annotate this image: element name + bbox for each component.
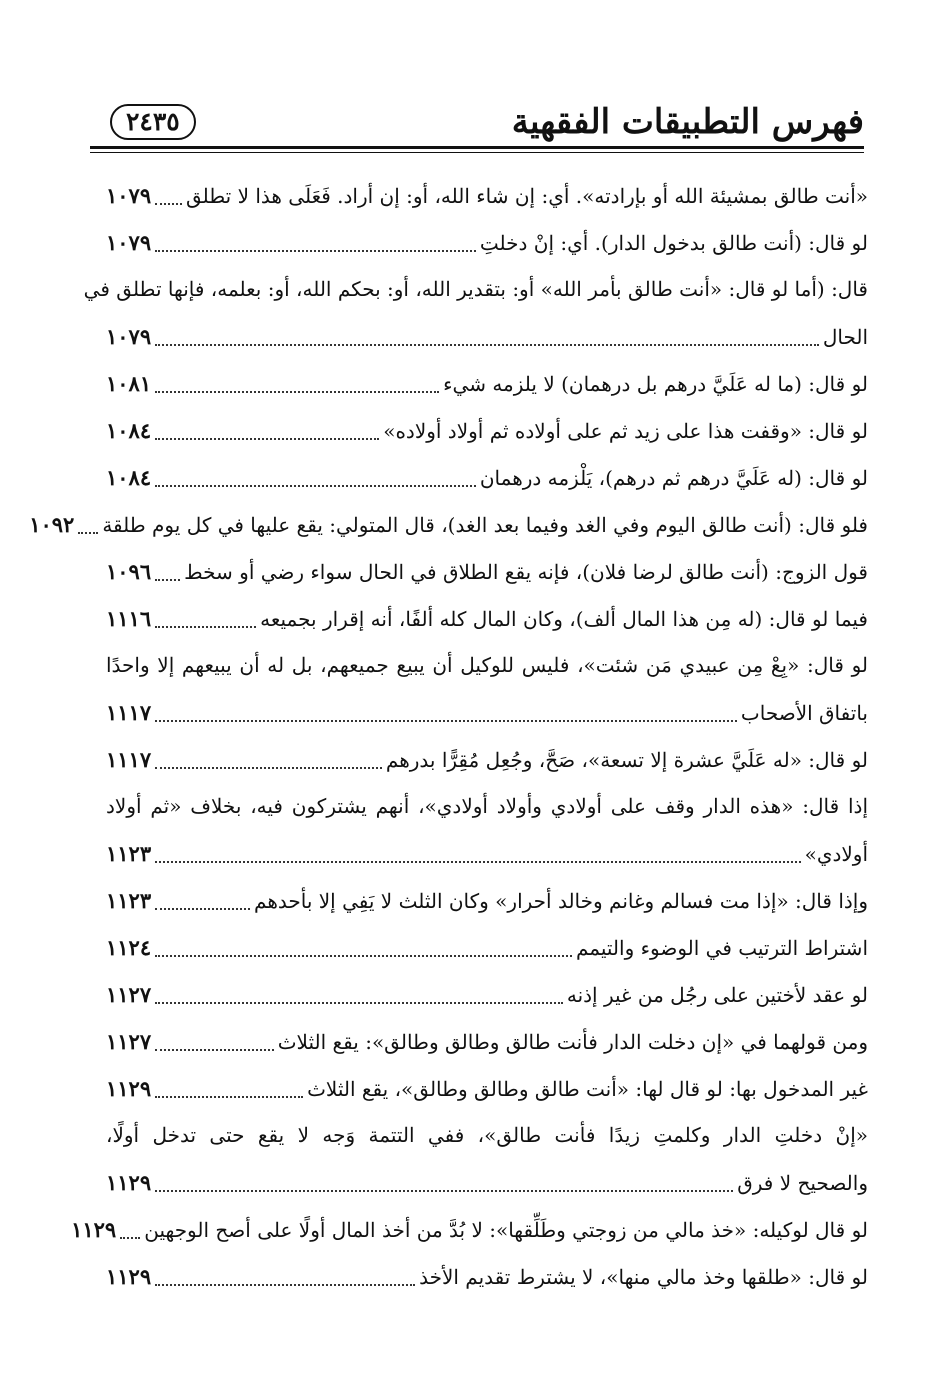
entry-page-number: ١١١٧ — [106, 700, 152, 725]
entry-last-line — [106, 407, 868, 454]
dot-leader — [155, 720, 737, 722]
header-rule — [90, 146, 864, 153]
entry-page-number: ١١٢٣ — [106, 888, 152, 913]
entry-page-number: ١١٢٩ — [106, 1264, 152, 1289]
index-entry — [106, 1065, 868, 1112]
entry-text: لو قال: (أنت طالق بدخول الدار). أي: إنْ دخلتِ — [479, 231, 868, 255]
entry-last-line — [106, 172, 868, 219]
dot-leader — [155, 485, 476, 487]
entry-text: فيما لو قال: (له مِن هذا المال ألف)، وكان المال كله ألفًا، أنه إقرار بجميعه — [260, 607, 868, 631]
index-entry — [106, 172, 868, 219]
entry-text: والصحيح لا فرق — [737, 1171, 868, 1195]
index-entry — [106, 360, 868, 407]
entry-last-line — [106, 219, 868, 266]
index-entry — [106, 642, 868, 736]
entry-page-number: ١١١٧ — [106, 747, 152, 772]
index-entry — [71, 1206, 868, 1253]
entry-page-number: ١٠٨٤ — [106, 418, 152, 443]
entry-page-number: ١٠٩٢ — [29, 512, 75, 537]
index-entry — [106, 1112, 868, 1206]
index-entry — [106, 219, 868, 266]
dot-leader — [155, 579, 180, 581]
entry-text: باتفاق الأصحاب — [740, 701, 868, 725]
entry-last-line — [106, 595, 868, 642]
index-entries — [29, 172, 868, 1300]
entry-text: لو قال لوكيله: «خذ مالي من زوجتي وطَلِّقها»: لا بُدَّ من أخذ المال أولًا على أصح الوجهين — [144, 1218, 868, 1242]
entry-last-line — [106, 1253, 868, 1300]
dot-leader — [155, 1096, 303, 1098]
dot-leader — [155, 1002, 563, 1004]
entry-text: الحال — [822, 325, 868, 349]
entry-page-number: ١١٢٩ — [106, 1170, 152, 1195]
index-entry — [106, 924, 868, 971]
entry-text-line: إذا قال: «هذه الدار وقف على أولادي وأولاد أولادي»، أنهم يشتركون فيه، بخلاف «ثم أولاد — [106, 794, 868, 818]
dot-leader — [155, 1190, 733, 1192]
page-header — [90, 100, 864, 148]
dot-leader — [155, 203, 182, 205]
index-entry — [106, 595, 868, 642]
entry-last-line — [106, 830, 868, 877]
entry-page-number: ١١٢٣ — [106, 841, 152, 866]
dot-leader — [155, 438, 379, 440]
entry-page-number: ١٠٧٩ — [106, 230, 152, 255]
entry-text-line: «إنْ دخلتِ الدار وكلمتِ زيدًا فأنت طالق»، ففي التتمة وَجه لا يقع حتى تدخل أولًا، — [106, 1123, 868, 1147]
index-entry — [106, 454, 868, 501]
dot-leader — [155, 908, 250, 910]
entry-text-line: لو قال: «بِعْ مِن عبيدي مَن شئت»، فليس للوكيل أن يبيع جميعهم، بل له أن يبيعهم إلا واحدًا — [106, 653, 868, 677]
entry-last-line — [106, 548, 868, 595]
index-entry — [106, 407, 868, 454]
dot-leader — [155, 391, 439, 393]
entry-page-number: ١١١٦ — [106, 606, 152, 631]
index-entry — [83, 266, 868, 360]
entry-text: غير المدخول بها: لو قال لها: «أنت طالق وطالق وطالق»، يقع الثلاث — [307, 1077, 868, 1101]
entry-page-number: ١١٢٩ — [106, 1076, 152, 1101]
index-entry — [106, 548, 868, 595]
page-title: فهرس التطبيقات الفقهية — [511, 102, 864, 142]
index-entry — [106, 736, 868, 783]
entry-page-number: ١١٢٧ — [106, 982, 152, 1007]
entry-text: لو قال: «له عَلَيَّ عشرة إلا تسعة»، صَحَّ، وجُعِل مُقِرًّا بدرهم — [385, 748, 868, 772]
entry-text: لو قال: «وقفت هذا على زيد ثم على أولاده ثم أولاد أولاده» — [383, 419, 868, 443]
dot-leader — [155, 767, 382, 769]
entry-text: اشتراط الترتيب في الوضوء والتيمم — [575, 936, 868, 960]
entry-page-number: ١١٢٤ — [106, 935, 152, 960]
entry-last-line — [29, 501, 868, 548]
index-entry — [106, 1253, 868, 1300]
entry-last-line — [106, 313, 868, 360]
dot-leader — [155, 626, 256, 628]
entry-text: لو قال: (ما له عَلَيَّ درهم بل درهمان) لا يلزمه شيء — [443, 372, 868, 396]
entry-page-number: ١٠٩٦ — [106, 559, 152, 584]
dot-leader — [78, 532, 98, 534]
entry-text: وإذا قال: «إذا مت فسالم وغانم وخالد أحرار» وكان الثلث لا يَفِي إلا بأحدهم — [254, 889, 868, 913]
entry-text: لو عقد لأختين على رجُل من غير إذنه — [566, 983, 868, 1007]
entry-text: ومن قولهما في «إن دخلت الدار فأنت طالق وطالق وطالق»: يقع الثلاث — [277, 1030, 868, 1054]
entry-page-number: ١٠٧٩ — [106, 183, 152, 208]
dot-leader — [155, 344, 819, 346]
entry-text: «أنت طالق بمشيئة الله أو بإرادته». أي: إن شاء الله، أو: إن أراد. فَعَلَى هذا لا تطلق — [185, 184, 868, 208]
entry-last-line — [71, 1206, 868, 1253]
dot-leader — [155, 250, 476, 252]
index-entry — [106, 783, 868, 877]
entry-last-line — [106, 1065, 868, 1112]
entry-last-line — [106, 360, 868, 407]
entry-page-number: ١٠٧٩ — [106, 324, 152, 349]
dot-leader — [155, 955, 572, 957]
entry-text: قول الزوج: (أنت طالق لرضا فلان)، فإنه يقع الطلاق في الحال سواء رضي أو سخط — [184, 560, 868, 584]
entry-text: فلو قال: (أنت طالق اليوم وفي الغد وفيما بعد الغد)، قال المتولي: يقع عليها في كل يوم طلقة — [102, 513, 868, 537]
entry-last-line — [106, 1159, 868, 1206]
entry-last-line — [106, 736, 868, 783]
entry-text: لو قال: (له عَلَيَّ درهم ثم درهم)، يَلْزمه درهمان — [479, 466, 868, 490]
index-entry — [106, 877, 868, 924]
index-entry — [106, 1018, 868, 1065]
index-entry — [29, 501, 868, 548]
entry-page-number: ١١٢٩ — [71, 1217, 117, 1242]
index-entry — [106, 971, 868, 1018]
entry-last-line — [106, 877, 868, 924]
entry-last-line — [106, 924, 868, 971]
dot-leader — [120, 1237, 140, 1239]
entry-last-line — [106, 971, 868, 1018]
entry-last-line — [106, 689, 868, 736]
entry-text-line: قال: (أما لو قال: «أنت طالق بأمر الله» أو: بتقدير الله، أو: بحكم الله، أو: بعلمه، فإنها تطلق في — [83, 277, 868, 301]
entry-text: لو قال: «طلقها وخذ مالي منها»، لا يشترط تقديم الأخذ — [419, 1265, 868, 1289]
page-number-badge: ٢٤٣٥ — [110, 104, 196, 140]
entry-last-line — [106, 454, 868, 501]
dot-leader — [155, 1049, 274, 1051]
entry-page-number: ١١٢٧ — [106, 1029, 152, 1054]
dot-leader — [155, 1284, 415, 1286]
entry-page-number: ١٠٨١ — [106, 371, 152, 396]
entry-text: أولادي» — [804, 842, 868, 866]
dot-leader — [155, 861, 800, 863]
entry-page-number: ١٠٨٤ — [106, 465, 152, 490]
entry-last-line — [106, 1018, 868, 1065]
